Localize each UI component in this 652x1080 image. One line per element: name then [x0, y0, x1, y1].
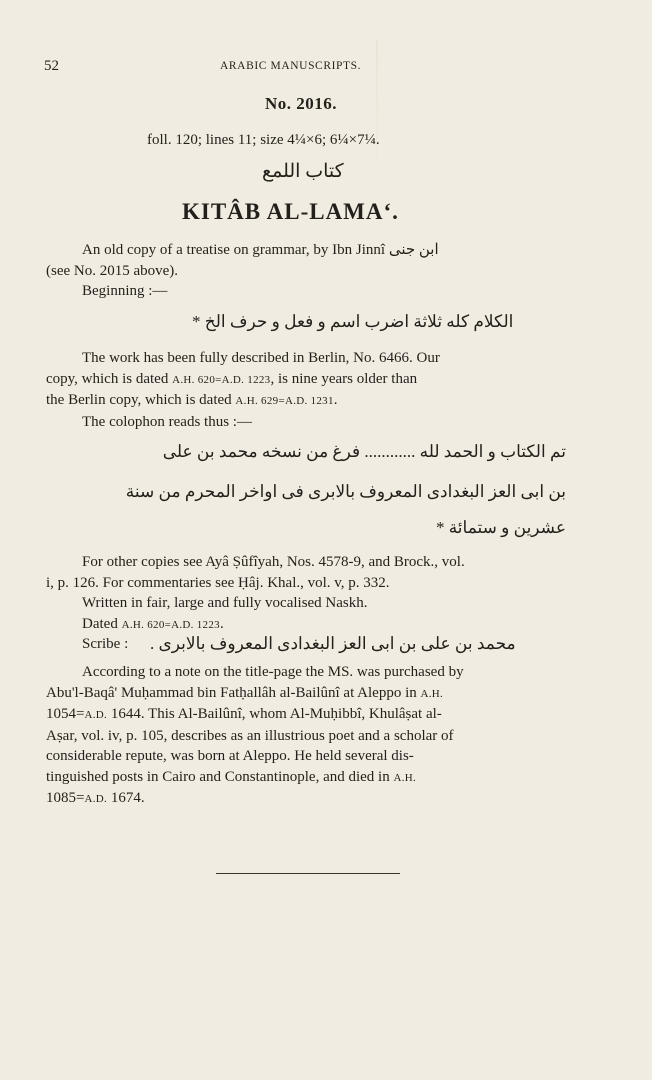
written-line: Written in fair, large and fully vocalised Naskh.	[82, 595, 368, 611]
note-line: Aṣar, vol. iv, p. 105, describes as an illustrious poet and a scholar of	[46, 727, 454, 744]
arabic-title: كتاب اللمع	[262, 161, 344, 182]
page-number: 52	[44, 58, 59, 74]
description-line: The work has been fully described in Berlin, No. 6466. Our	[82, 350, 440, 366]
colophon-arabic-line: بن ابى العز البغدادى المعروف بالابرى فى اواخر المحرم من سنة	[125, 482, 566, 501]
section-divider	[216, 873, 400, 874]
copies-paragraph	[46, 552, 564, 635]
note-line: Abu'l-Baqâ' Muḥammad bin Fatḥallâh al-Bailûnî at Aleppo in A.H.	[46, 684, 444, 701]
beginning-arabic: الكلام كله ثلاثة اضرب اسم و فعل و حرف الخ *	[192, 312, 514, 331]
entry-title: KITÂB AL-LAMA‘.	[182, 199, 399, 224]
entry-number: No. 2016.	[265, 94, 338, 113]
entry-details: foll. 120; lines 11; size 4¼×6; 6¼×7¼.	[147, 132, 380, 148]
colophon-arabic-line: عشرين و ستمائة *	[435, 518, 566, 537]
copies-line: i, p. 126. For commentaries see Ḥâj. Khal., vol. v, p. 332.	[46, 574, 390, 591]
note-line: 1054=A.D. 1644. This Al-Bailûnî, whom Al-Muḥibbî, Khulâṣat al-	[46, 706, 442, 722]
scribe-arabic: محمد بن على بن ابى العز البغدادى المعروف بالابرى .	[150, 634, 516, 653]
dated-line: Dated A.H. 620=A.D. 1223.	[82, 615, 224, 632]
copies-line: For other copies see Ayâ Ṣûfîyah, Nos. 4578-9, and Brock., vol.	[82, 554, 465, 570]
colophon-label: The colophon reads thus :—	[82, 413, 252, 430]
note-line: considerable repute, was born at Aleppo. He held several dis-	[46, 748, 414, 764]
intro-line: (see No. 2015 above).	[46, 262, 179, 279]
note-paragraph	[46, 662, 564, 810]
intro-paragraph	[46, 240, 564, 302]
description-paragraph	[46, 348, 564, 432]
note-line: According to a note on the title-page the MS. was purchased by	[82, 664, 464, 680]
description-line: the Berlin copy, which is dated A.H. 629=A.D. 1231.	[46, 392, 338, 408]
description-line: copy, which is dated A.H. 620=A.D. 1223, is nine years older than	[46, 370, 418, 387]
scribe-label: Scribe :	[82, 636, 129, 652]
intro-line: An old copy of a treatise on grammar, by Ibn Jinnî ابن جنى	[82, 242, 439, 258]
colophon-arabic-line: تم الكتاب و الحمد لله ............ فرغ من نسخه محمد بن على	[162, 442, 566, 461]
beginning-label: Beginning :—	[82, 283, 168, 299]
note-line: tinguished posts in Cairo and Constantinople, and died in A.H.	[46, 768, 417, 785]
running-title: ARABIC MANUSCRIPTS.	[220, 60, 362, 72]
note-line: 1085=A.D. 1674.	[46, 790, 145, 806]
page-crease	[376, 40, 378, 200]
